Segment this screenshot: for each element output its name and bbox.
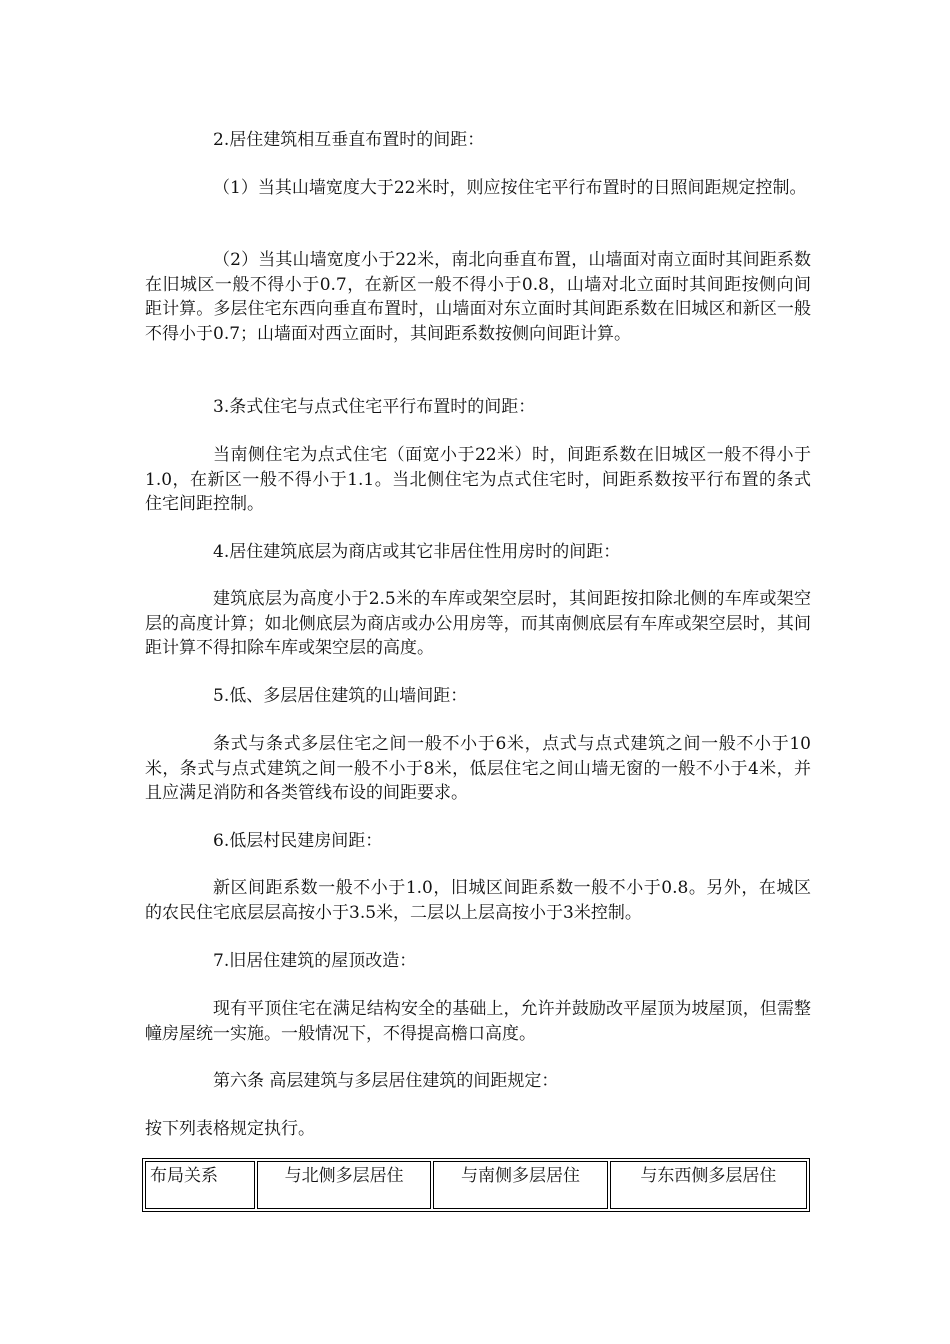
section-heading-2: 2.居住建筑相互垂直布置时的间距： — [213, 130, 485, 150]
section-heading-3: 3.条式住宅与点式住宅平行布置时的间距： — [213, 397, 536, 417]
paragraph-section-7: 现有平顶住宅在满足结构安全的基础上，允许并鼓励改平屋顶为坡屋顶，但需整幢房屋统一实施。一般情况下，不得提高檐口高度。 — [145, 999, 811, 1044]
table-header-cell: 与北侧多层居住 — [257, 1161, 431, 1209]
paragraph-item-1: （1）当其山墙宽度大于22米时，则应按住宅平行布置时的日照间距规定控制。 — [213, 178, 807, 198]
paragraph-section-5: 条式与条式多层住宅之间一般不小于6米，点式与点式建筑之间一般不小于10米，条式与点式建筑之间一般不小于8米，低层住宅之间山墙无窗的一般不小于4米，并且应满足消防和各类管线布设的间距要求。 — [145, 734, 811, 803]
table-header-cell: 布局关系 — [145, 1161, 255, 1209]
section-heading-6: 6.低层村民建房间距： — [213, 831, 383, 851]
paragraph-section-6: 新区间距系数一般不小于1.0，旧城区间距系数一般不小于0.8。另外，在城区的农民住宅底层层高按小于3.5米，二层以上层高按小于3米控制。 — [145, 878, 811, 923]
paragraph-section-4: 建筑底层为高度小于2.5米的车库或架空层时，其间距按扣除北侧的车库或架空层的高度计算；如北侧底层为商店或办公用房等，而其南侧底层有车库或架空层时，其间距计算不得扣除车库或架空层的高度。 — [145, 589, 811, 658]
paragraph-section-3: 当南侧住宅为点式住宅（面宽小于22米）时，间距系数在旧城区一般不得小于1.0，在新区一般不得小于1.1。当北侧住宅为点式住宅时，间距系数按平行布置的条式住宅间距控制。 — [145, 445, 811, 514]
article-heading-6: 第六条 高层建筑与多层居住建筑的间距规定： — [213, 1071, 559, 1091]
paragraph-item-2: （2）当其山墙宽度小于22米，南北向垂直布置，山墙面对南立面时其间距系数在旧城区一般不得小于0.7，在新区一般不得小于0.8，山墙对北立面时其间距按侧向间距计算。多层住宅东西向垂直布置时，山墙面对东立面时其间距系数在旧城区和新区一般不得小于0.7；山墙面对西立面时，其间距系数按侧向间距计算。 — [145, 250, 811, 344]
section-heading-7: 7.旧居住建筑的屋顶改造： — [213, 951, 417, 971]
section-heading-4: 4.居住建筑底层为商店或其它非居住性用房时的间距： — [213, 542, 621, 562]
table-intro: 按下列表格规定执行。 — [145, 1119, 315, 1139]
table-header-cell: 与南侧多层居住 — [433, 1161, 607, 1209]
spacing-table — [142, 1158, 810, 1212]
table-header-row — [145, 1161, 807, 1209]
table-header-cell: 与东西侧多层居住 — [610, 1161, 807, 1209]
section-heading-5: 5.低、多层居住建筑的山墙间距： — [213, 686, 468, 706]
